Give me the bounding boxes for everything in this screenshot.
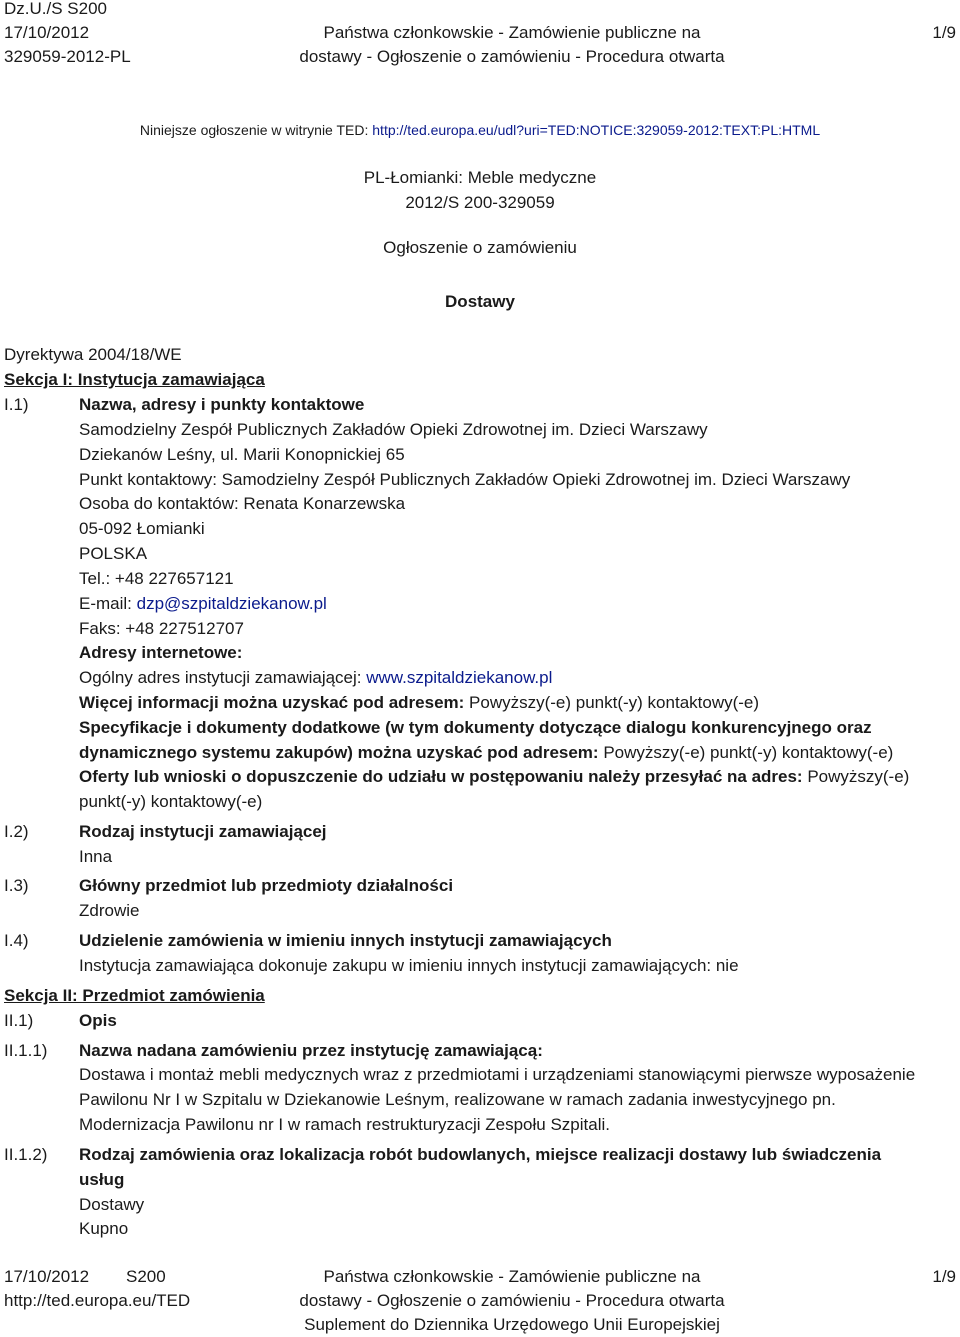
- telephone: Tel.: +48 227657121: [79, 569, 234, 588]
- internet-addresses-heading: Adresy internetowe:: [79, 643, 243, 662]
- on-behalf-statement: Instytucja zamawiająca dokonuje zakupu w imieniu innych instytucji zamawiających: nie: [79, 956, 739, 975]
- section-1-2-label: I.2): [4, 822, 29, 841]
- section-1-1-label: I.1): [4, 395, 29, 414]
- section-2-1-2-label: II.1.2): [4, 1145, 48, 1164]
- directive: Dyrektywa 2004/18/WE: [4, 345, 182, 364]
- footer-title-line2: dostawy - Ogłoszenie o zamówieniu - Procedura otwarta: [299, 1291, 725, 1310]
- general-address-label: Ogólny adres instytucji zamawiającej:: [79, 668, 367, 687]
- section-1-3-label: I.3): [4, 876, 29, 895]
- ted-notice-link[interactable]: http://ted.europa.eu/udl?uri=TED:NOTICE:329059-2012:TEXT:PL:HTML: [372, 122, 821, 138]
- section-2-heading: Sekcja II: Przedmiot zamówienia: [4, 986, 265, 1005]
- offers-value-line1: Powyższy(-e): [807, 767, 910, 786]
- fax: Faks: +48 227512707: [79, 619, 244, 638]
- notice-id: 329059-2012-PL: [4, 47, 131, 66]
- footer-series: S200: [126, 1267, 166, 1286]
- contract-type: Dostawy: [79, 1195, 145, 1214]
- contract-title-line2: Pawilonu Nr I w Szpitalu w Dziekanowie Leśnym, realizowane w ramach zadania inwestycyjnego pn.: [79, 1090, 836, 1109]
- section-2-1-heading: Opis: [79, 1011, 117, 1030]
- offers-row: [79, 767, 909, 787]
- notice-title: PL-Łomianki: Meble medyczne: [363, 168, 597, 187]
- section-1-2-heading: Rodzaj instytucji zamawiającej: [79, 822, 327, 841]
- notice-number: 2012/S 200-329059: [405, 193, 555, 212]
- ted-intro: [0, 122, 960, 138]
- offers-label: Oferty lub wnioski o dopuszczenie do udziału w postępowaniu należy przesyłać na adres:: [79, 767, 808, 786]
- offers-value-line2: punkt(-y) kontaktowy(-e): [79, 792, 263, 811]
- more-info-label: Więcej informacji można uzyskać pod adresem:: [79, 693, 470, 712]
- section-1-1-heading: Nazwa, adresy i punkty kontaktowe: [79, 395, 365, 414]
- email-link[interactable]: dzp@szpitaldziekanow.pl: [136, 594, 327, 613]
- section-1-heading: Sekcja I: Instytucja zamawiająca: [4, 370, 265, 389]
- more-info-row: [79, 693, 759, 713]
- header-page-number: 1/9: [932, 23, 956, 42]
- footer-date: 17/10/2012: [4, 1267, 90, 1286]
- general-address-row: [79, 668, 552, 688]
- ted-intro-label: Niniejsze ogłoszenie w witrynie TED:: [139, 122, 373, 138]
- footer-title-line1: Państwa członkowskie - Zamówienie publiczne na: [323, 1267, 701, 1286]
- more-info-value: Powyższy(-e) punkt(-y) kontaktowy(-e): [469, 693, 760, 712]
- contact-person: Osoba do kontaktów: Renata Konarzewska: [79, 494, 406, 513]
- contract-title-line3: Modernizacja Pawilonu nr I w ramach restrukturyzacji Zespołu Szpitali.: [79, 1115, 610, 1134]
- general-address-link[interactable]: www.szpitaldziekanow.pl: [366, 668, 553, 687]
- country: POLSKA: [79, 544, 148, 563]
- section-1-3-heading: Główny przedmiot lub przedmioty działalności: [79, 876, 454, 895]
- journal-ref: Dz.U./S S200: [4, 0, 107, 18]
- notice-category: Dostawy: [445, 292, 515, 311]
- specifications-label-line1: Specyfikacje i dokumenty dodatkowe (w tym dokumenty dotyczące dialogu konkurencyjnego oraz: [79, 718, 872, 737]
- header-title-line2: dostawy - Ogłoszenie o zamówieniu - Procedura otwarta: [299, 47, 725, 66]
- section-1-4-heading: Udzielenie zamówienia w imieniu innych instytucji zamawiających: [79, 931, 612, 950]
- specifications-row: [79, 743, 893, 763]
- section-2-1-2-heading-line2: usług: [79, 1170, 125, 1189]
- contract-title-line1: Dostawa i montaż mebli medycznych wraz z przedmiotami i urządzeniami stanowiącymi pierwsze wyposażenie: [79, 1065, 916, 1084]
- footer-supplement: Suplement do Dziennika Urzędowego Unii Europejskiej: [304, 1315, 720, 1334]
- section-2-1-1-heading: Nazwa nadana zamówieniu przez instytucję zamawiającą:: [79, 1041, 543, 1060]
- specifications-value: Powyższy(-e) punkt(-y) kontaktowy(-e): [603, 743, 894, 762]
- organisation-name: Samodzielny Zespół Publicznych Zakładów Opieki Zdrowotnej im. Dzieci Warszawy: [79, 420, 708, 439]
- authority-type: Inna: [79, 847, 113, 866]
- email-label: E-mail:: [79, 594, 137, 613]
- email-row: [79, 594, 327, 614]
- footer-url: http://ted.europa.eu/TED: [4, 1291, 191, 1310]
- organisation-address: Dziekanów Leśny, ul. Marii Konopnickiej 65: [79, 445, 405, 464]
- section-2-1-2-heading-line1: Rodzaj zamówienia oraz lokalizacja robót budowlanych, miejsce realizacji dostawy lub świadczenia: [79, 1145, 882, 1164]
- contract-subtype: Kupno: [79, 1219, 129, 1238]
- main-activity: Zdrowie: [79, 901, 140, 920]
- specifications-label-line2: dynamicznego systemu zakupów) można uzyskać pod adresem:: [79, 743, 604, 762]
- section-2-1-1-label: II.1.1): [4, 1041, 48, 1060]
- section-2-1-label: II.1): [4, 1011, 34, 1030]
- postcode-city: 05-092 Łomianki: [79, 519, 205, 538]
- section-1-4-label: I.4): [4, 931, 29, 950]
- contact-point: Punkt kontaktowy: Samodzielny Zespół Publicznych Zakładów Opieki Zdrowotnej im. Dzieci Warszawy: [79, 470, 851, 489]
- header-date: 17/10/2012: [4, 23, 90, 42]
- notice-type: Ogłoszenie o zamówieniu: [383, 238, 577, 257]
- footer-page-number: 1/9: [932, 1267, 956, 1286]
- header-title-line1: Państwa członkowskie - Zamówienie publiczne na: [323, 23, 701, 42]
